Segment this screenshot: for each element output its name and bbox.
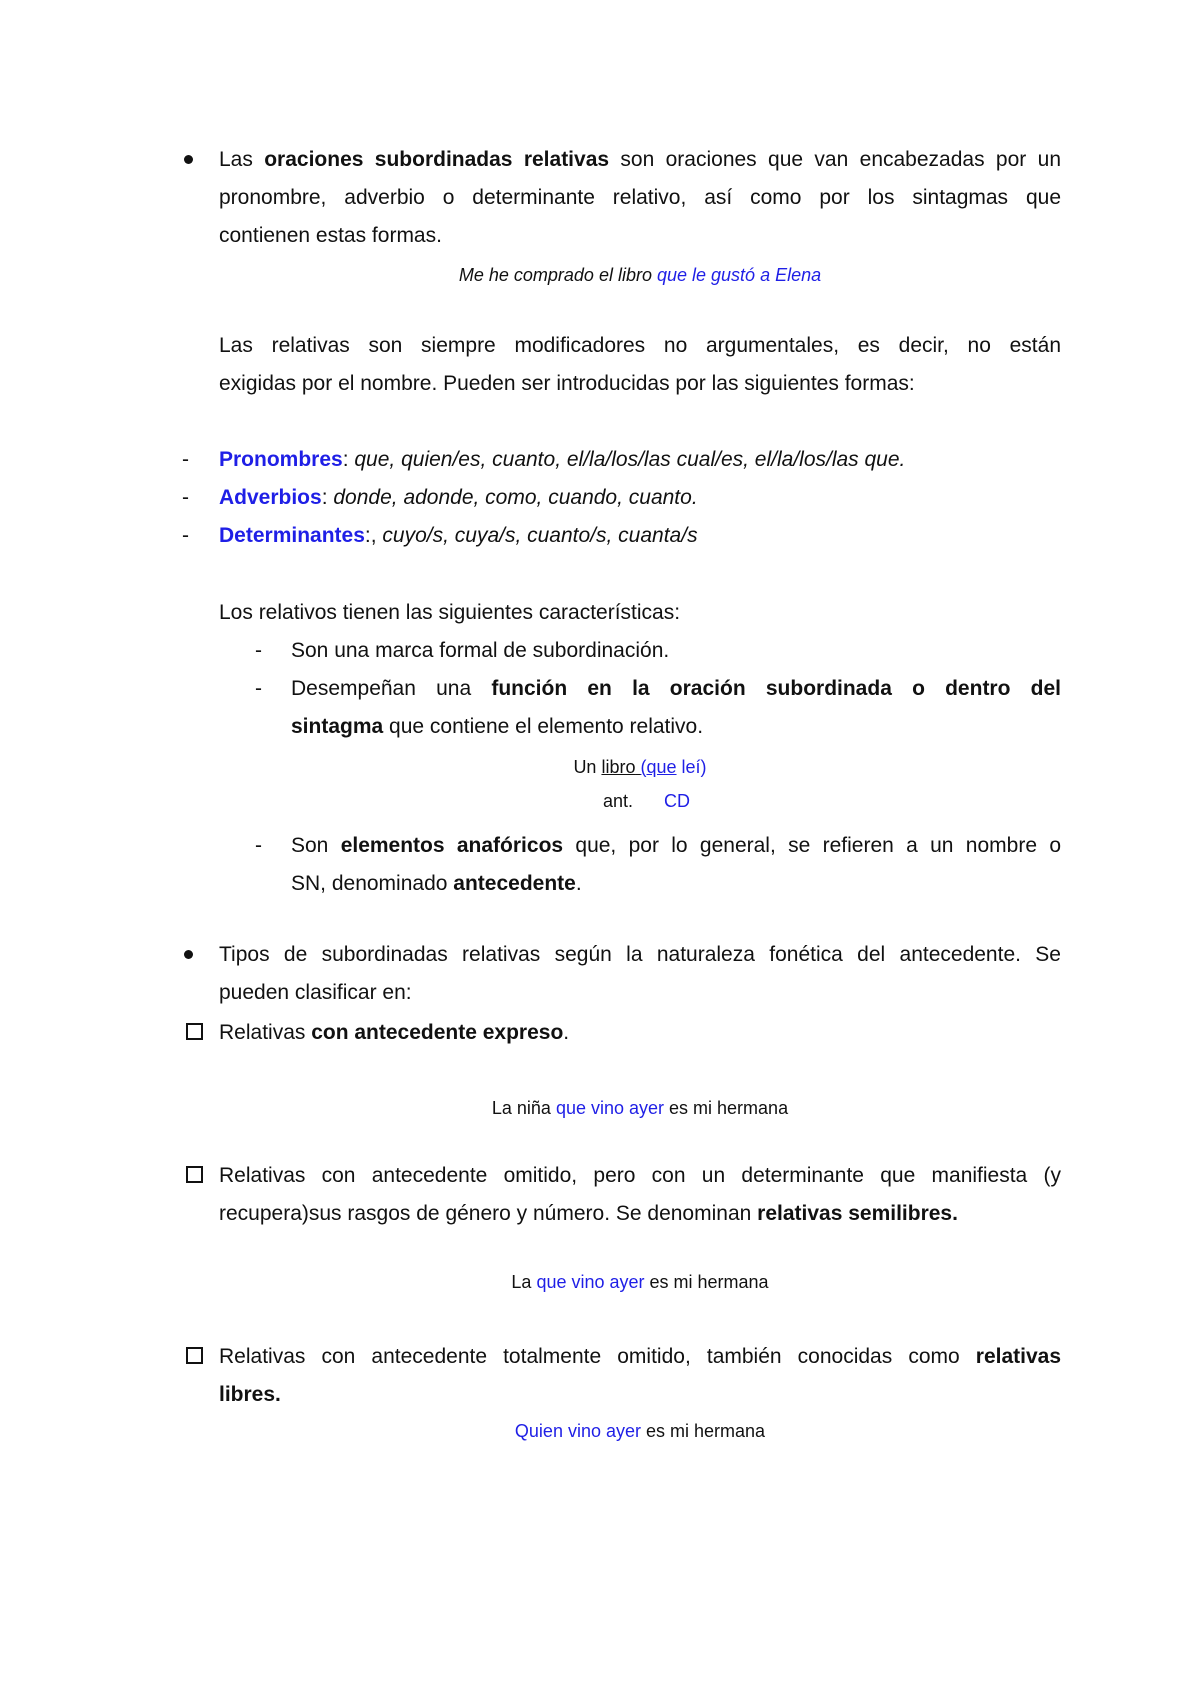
paragraph-line: Tipos de subordinadas relativas según la naturaleza fonética del antecedente. Se [219, 943, 1061, 966]
text: leí) [676, 757, 707, 777]
dash-marker: - [182, 486, 189, 509]
paragraph-line: pronombre, adverbio o determinante relativo, así como por los sintagmas que [219, 186, 1061, 209]
example-relative-clause: que le gustó a Elena [656, 265, 822, 285]
text: es mi hermana [664, 1098, 789, 1118]
checkbox-icon [186, 1023, 203, 1040]
bullet-icon [184, 950, 193, 959]
example-sentence [0, 1421, 1200, 1442]
paragraph-line: Las relativas son siempre modificadores no argumentales, es decir, no están [219, 334, 1061, 357]
characteristic-item: Son una marca formal de subordinación. [291, 639, 670, 662]
relative-clause: Quien vino ayer [514, 1421, 641, 1441]
text: La [511, 1272, 537, 1292]
text: que, por lo general, se refieren a un nombre o [563, 834, 1062, 857]
text: . [575, 872, 582, 895]
dash-marker: - [255, 639, 262, 662]
form-label: Determinantes [219, 524, 365, 547]
characteristic-item-line2 [291, 865, 582, 903]
text: Son [291, 834, 341, 857]
text: recupera)sus rasgos de género y número. Se denominan [219, 1202, 758, 1225]
type-item: Relativas con antecedente omitido, pero con un determinante que manifiesta (y [219, 1164, 1061, 1187]
example-sentence [0, 1098, 1200, 1119]
example-sentence [0, 265, 1200, 286]
text: : [342, 448, 355, 471]
text: Relativas [219, 1021, 312, 1044]
bold-term: relativas semilibres. [757, 1202, 958, 1225]
antecedent-word: libro [601, 757, 636, 777]
type-item-line2 [219, 1376, 281, 1414]
relative-clause: que vino ayer [555, 1098, 665, 1118]
example-sentence [0, 757, 1200, 778]
characteristic-item-line2 [291, 708, 703, 746]
text: Relativas con antecedente totalmente omitido, también conocidas como [219, 1345, 976, 1368]
text: es mi hermana [641, 1421, 766, 1441]
type-item-line2 [219, 1195, 958, 1233]
bold-term: relativas [975, 1345, 1061, 1368]
form-label: Adverbios [219, 486, 322, 509]
text: Desempeñan una [291, 677, 492, 700]
text: Un [573, 757, 602, 777]
checkbox-icon [186, 1166, 203, 1183]
dash-marker: - [255, 834, 262, 857]
form-items: donde, adonde, como, cuando, cuanto. [333, 486, 698, 509]
text: ( [640, 757, 647, 777]
text: La niña [491, 1098, 556, 1118]
paragraph-line: pueden clasificar en: [219, 981, 412, 1004]
text: que contiene el elemento relativo. [383, 715, 704, 738]
dash-marker: - [182, 448, 189, 471]
dash-marker: - [255, 677, 262, 700]
text: SN, denominado [291, 872, 454, 895]
paragraph-line: exigidas por el nombre. Pueden ser introducidas por las siguientes formas: [219, 372, 915, 395]
text: . [563, 1021, 570, 1044]
paragraph-line: Los relativos tienen las siguientes características: [219, 601, 681, 624]
bold-term: oraciones subordinadas relativas [264, 148, 610, 171]
relative-clause: que vino ayer [536, 1272, 645, 1292]
bold-term: antecedente [453, 872, 576, 895]
dash-marker: - [182, 524, 189, 547]
form-item-determinantes [219, 517, 698, 555]
form-label: Pronombres [219, 448, 343, 471]
characteristic-item [291, 827, 1061, 865]
text: : [321, 486, 334, 509]
bullet-icon [184, 155, 193, 164]
relative-word: que [646, 757, 677, 777]
form-items: que, quien/es, cuanto, el/la/los/las cual/es, el/la/los/las que. [354, 448, 906, 471]
bold-term: sintagma [291, 715, 384, 738]
example-text: Me he comprado el libro [458, 265, 657, 285]
paragraph-line [219, 141, 1061, 179]
bold-term: función en la oración subordinada o dentro del [491, 677, 1061, 700]
checkbox-icon [186, 1347, 203, 1364]
form-item-adverbios [219, 479, 698, 517]
text: :, [364, 524, 383, 547]
characteristic-item [291, 670, 1061, 708]
bold-term: con antecedente expreso [311, 1021, 564, 1044]
type-item [219, 1014, 569, 1052]
example-sentence [0, 1272, 1200, 1293]
bold-term: elementos anafóricos [340, 834, 564, 857]
text: es mi hermana [644, 1272, 769, 1292]
type-item [219, 1338, 1061, 1376]
paragraph-line: contienen estas formas. [219, 224, 442, 247]
annotation-cd: CD [664, 791, 690, 811]
text: son oraciones que van encabezadas por un [609, 148, 1061, 171]
text: Las [219, 148, 265, 171]
form-items: cuyo/s, cuya/s, cuanto/s, cuanta/s [382, 524, 698, 547]
form-item-pronombres [219, 441, 905, 479]
annotation-ant: ant. [603, 791, 634, 811]
bold-term: libres. [219, 1383, 281, 1406]
